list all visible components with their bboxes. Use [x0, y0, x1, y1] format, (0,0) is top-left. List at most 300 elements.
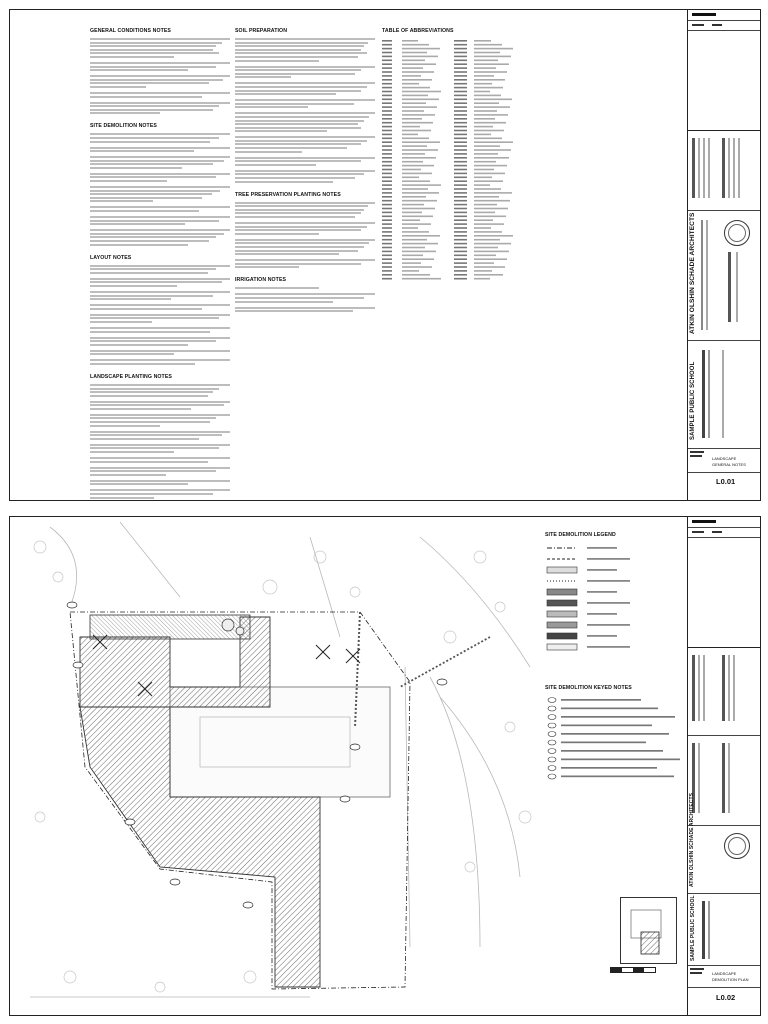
abbreviation-meaning [402, 52, 427, 54]
abbreviation-meaning [474, 149, 511, 151]
abbreviation-meaning [474, 188, 501, 190]
abbreviation-meaning [474, 157, 509, 159]
abbreviation-code [382, 243, 392, 245]
abbreviation-meaning [402, 161, 423, 163]
abbreviation-meaning [402, 165, 434, 167]
landscape-planting-text [90, 384, 230, 499]
abbreviation-code [454, 247, 467, 249]
abbreviation-code [382, 173, 392, 175]
abbreviation-code [454, 200, 467, 202]
abbreviation-meaning [474, 192, 512, 194]
abbreviation-meaning [474, 258, 507, 260]
abbreviation-code [454, 153, 467, 155]
abbreviation-meaning [402, 270, 419, 272]
abbreviation-code [382, 79, 392, 81]
abbreviation-meaning [474, 216, 506, 218]
abbreviation-meaning [474, 67, 496, 69]
abbreviation-code [454, 145, 467, 147]
abbreviation-code [454, 266, 467, 268]
abbreviation-meaning [402, 243, 438, 245]
abbreviation-code [382, 149, 392, 151]
abbreviation-code [454, 60, 467, 62]
abbreviation-code [382, 110, 392, 112]
demolition-legend [545, 532, 685, 667]
abbreviation-code [382, 216, 392, 218]
abbreviation-meaning [474, 251, 509, 253]
abbreviation-meaning [402, 231, 429, 233]
abbreviation-code [454, 223, 467, 225]
section-title: TABLE OF ABBREVIATIONS [382, 28, 454, 34]
section-title: LAYOUT NOTES [90, 254, 132, 261]
abbreviation-code [382, 274, 392, 276]
keyed-note-marker [548, 732, 556, 737]
abbreviation-meaning [402, 255, 423, 257]
abbreviation-code [454, 192, 467, 194]
abbreviation-code [454, 180, 467, 182]
section-title: GENERAL CONDITIONS NOTES [90, 28, 171, 34]
abbreviation-meaning [474, 87, 503, 89]
legend-items [545, 542, 685, 662]
abbreviation-code [382, 141, 392, 143]
abbreviation-code [454, 149, 467, 151]
abbreviation-meaning [402, 126, 420, 128]
abbreviation-code [454, 251, 467, 253]
abbreviation-code [454, 52, 467, 54]
abbreviation-meaning [402, 180, 430, 182]
abbreviation-meaning [474, 40, 491, 42]
abbreviation-code [382, 177, 392, 179]
abbreviation-meaning [474, 165, 507, 167]
abbreviation-meaning [402, 204, 424, 206]
keyed-note-text [561, 699, 641, 701]
abbreviation-code [454, 258, 467, 260]
abbreviation-meaning [402, 173, 432, 175]
abbreviation-code [454, 138, 467, 140]
abbreviation-code [454, 219, 467, 221]
keyed-note-marker [548, 740, 556, 745]
title-block [687, 10, 760, 500]
abbreviation-code [454, 169, 467, 171]
abbreviation-meaning [474, 200, 510, 202]
abbreviation-meaning [474, 118, 495, 120]
abbreviation-code [382, 48, 392, 50]
legend-symbol [547, 589, 577, 595]
abbreviation-meaning [474, 56, 511, 58]
abbreviation-code [454, 134, 467, 136]
abbreviation-code [382, 40, 392, 42]
keyed-note-marker [548, 766, 556, 771]
abbreviation-meaning [402, 40, 418, 42]
abbreviation-code [382, 134, 392, 136]
abbreviation-code [454, 184, 467, 186]
abbreviation-code [382, 75, 392, 77]
abbreviation-meaning [474, 208, 508, 210]
abbreviation-code [382, 223, 392, 225]
keyed-note-marker [548, 757, 556, 762]
legend-symbol [547, 633, 577, 639]
notes-column-1 [90, 28, 230, 500]
abbreviation-code [454, 173, 467, 175]
abbreviation-code [382, 145, 392, 147]
abbreviation-meaning [474, 83, 492, 85]
abbreviation-code [454, 196, 467, 198]
abbreviation-code [382, 83, 392, 85]
abbreviation-code [454, 44, 467, 46]
abbreviation-meaning [402, 118, 422, 120]
abbreviation-code [382, 56, 392, 58]
abbreviation-code [454, 270, 467, 272]
section-title: LANDSCAPE PLANTING NOTES [90, 373, 172, 380]
abbreviation-code [382, 118, 392, 120]
abbreviation-code [382, 52, 392, 54]
legend-label [587, 613, 617, 615]
abbreviation-code [382, 60, 392, 62]
abbreviation-meaning [402, 219, 420, 221]
abbreviation-code [454, 208, 467, 210]
abbreviation-meaning [402, 184, 441, 186]
abbreviation-code [382, 165, 392, 167]
abbreviation-meaning [402, 208, 435, 210]
abbreviation-meaning [402, 130, 431, 132]
abbreviation-meaning [402, 266, 432, 268]
abbreviation-code [382, 247, 392, 249]
abbreviation-meaning [402, 79, 432, 81]
keyed-notes-list [545, 695, 685, 785]
abbreviation-code [382, 270, 392, 272]
sheet-info [688, 965, 760, 1015]
abbreviation-meaning [474, 102, 499, 104]
abbreviation-meaning [402, 274, 430, 276]
abbreviation-meaning [402, 95, 428, 97]
abbreviation-code [382, 266, 392, 268]
abbreviation-code [382, 122, 392, 124]
abbreviation-code [382, 91, 392, 93]
abbreviation-meaning [474, 247, 498, 249]
abbreviation-code [382, 130, 392, 132]
legend-title: SITE DEMOLITION LEGEND [545, 532, 616, 538]
abbreviation-code [382, 188, 392, 190]
abbreviation-code [454, 83, 467, 85]
abbreviation-code [454, 157, 467, 159]
abbreviation-code [382, 196, 392, 198]
legend-symbol [547, 622, 577, 628]
abbreviation-meaning [474, 91, 490, 93]
revision-area [688, 30, 760, 131]
abbreviation-code [382, 99, 392, 101]
abbreviation-code [382, 278, 392, 280]
abbreviation-meaning [474, 196, 499, 198]
abbreviation-code [382, 235, 392, 237]
abbreviation-code [454, 114, 467, 116]
legend-label [587, 547, 617, 549]
abbreviation-meaning [402, 212, 422, 214]
abbreviation-meaning [474, 126, 493, 128]
site-demolition-plan-drawing [10, 517, 550, 1015]
abbreviation-code [454, 122, 467, 124]
abbreviation-meaning [402, 67, 423, 69]
abbreviation-meaning [474, 161, 496, 163]
abbreviation-meaning [474, 48, 513, 50]
abbreviation-meaning [402, 110, 424, 112]
keyed-note-text [561, 716, 675, 718]
abbreviation-code [454, 75, 467, 77]
abbreviation-code [454, 235, 467, 237]
abbreviation-meaning [474, 106, 510, 108]
abbreviation-meaning [402, 149, 438, 151]
abbreviation-meaning [402, 153, 425, 155]
abbreviation-meaning [402, 56, 438, 58]
abbreviation-code [454, 95, 467, 97]
abbreviation-meaning [402, 63, 436, 65]
legend-symbol [547, 611, 577, 617]
abbreviation-meaning [474, 110, 497, 112]
abbreviation-meaning [402, 227, 418, 229]
abbreviation-meaning [474, 114, 508, 116]
abbreviation-code [382, 231, 392, 233]
sheet-number: L0.02 [716, 993, 736, 1002]
abbreviation-code [382, 153, 392, 155]
abbreviation-meaning [474, 75, 494, 77]
abbreviation-code [454, 255, 467, 257]
abbreviation-code [454, 87, 467, 89]
abbreviations-column [382, 28, 522, 293]
sheet-demolition-plan [9, 516, 761, 1016]
tree-preservation-text [235, 202, 375, 269]
keyed-note-text [561, 742, 646, 744]
abbreviation-code [454, 99, 467, 101]
abbreviation-code [382, 258, 392, 260]
abbreviation-code [382, 180, 392, 182]
abbreviation-code [454, 278, 467, 280]
abbreviation-code [454, 63, 467, 65]
abbreviation-meaning [402, 262, 421, 264]
project-block [688, 340, 760, 449]
abbreviation-code [454, 71, 467, 73]
abbreviation-meaning [402, 258, 434, 260]
abbreviation-meaning [474, 212, 495, 214]
abbreviation-meaning [474, 219, 493, 221]
abbreviation-meaning [474, 134, 491, 136]
abbreviation-meaning [474, 223, 504, 225]
abbreviation-meaning [474, 153, 498, 155]
keyed-note-marker [548, 715, 556, 720]
project-block [688, 893, 760, 966]
section-title: SITE DEMOLITION NOTES [90, 123, 157, 130]
abbreviation-code [382, 169, 392, 171]
abbreviation-meaning [474, 44, 502, 46]
abbreviation-code [454, 231, 467, 233]
legend-label [587, 602, 630, 604]
abbreviation-code [454, 91, 467, 93]
abbreviation-code [454, 239, 467, 241]
project-name: SAMPLE PUBLIC SCHOOL [690, 361, 696, 440]
abbreviation-meaning [474, 239, 500, 241]
abbreviation-code [382, 219, 392, 221]
general-conditions-text [90, 38, 230, 114]
keyed-note-text [561, 733, 669, 735]
abbreviation-code [454, 262, 467, 264]
abbreviation-meaning [402, 216, 433, 218]
abbreviation-code [454, 130, 467, 132]
abbreviation-meaning [474, 270, 492, 272]
abbreviation-meaning [474, 262, 494, 264]
keyed-note-marker [548, 698, 556, 703]
keyed-note-text [561, 750, 663, 752]
abbreviation-meaning [474, 130, 504, 132]
abbreviation-code [454, 216, 467, 218]
abbreviation-code [454, 102, 467, 104]
abbreviation-meaning [402, 177, 419, 179]
keyed-note-marker [548, 774, 556, 779]
abbreviation-meaning [474, 138, 502, 140]
keyed-note-text [561, 759, 680, 761]
abbreviation-meaning [402, 44, 429, 46]
abbreviation-meaning [402, 223, 431, 225]
consultant-block [688, 130, 760, 211]
site-demolition-text [90, 133, 230, 245]
revision-area [688, 537, 760, 648]
section-title: TREE PRESERVATION PLANTING NOTES [235, 191, 341, 198]
legend-symbol [547, 644, 577, 650]
legend-symbol [547, 567, 577, 573]
abbreviation-meaning [474, 63, 509, 65]
abbreviation-meaning [402, 83, 419, 85]
architect-seal [724, 220, 750, 246]
abbreviation-meaning [474, 52, 500, 54]
abbreviation-meaning [474, 177, 492, 179]
abbreviation-code [454, 188, 467, 190]
abbreviation-code [454, 126, 467, 128]
abbreviation-meaning [402, 75, 421, 77]
abbreviation-code [382, 208, 392, 210]
firm-name: ATKIN OLSHIN SCHADE ARCHITECTS [689, 212, 696, 334]
abbreviation-meaning [474, 180, 503, 182]
abbreviation-code [454, 161, 467, 163]
sheet-title-line-2: DEMOLITION PLAN [712, 977, 749, 982]
abbreviation-meaning [402, 235, 440, 237]
abbreviation-code [382, 71, 392, 73]
abbreviation-meaning [402, 122, 433, 124]
abbreviation-meaning [402, 200, 437, 202]
abbreviation-meaning [402, 102, 426, 104]
abbreviation-code [382, 95, 392, 97]
abbreviation-code [382, 63, 392, 65]
abbreviation-code [382, 184, 392, 186]
abbreviation-meaning [474, 227, 491, 229]
abbreviation-code [454, 212, 467, 214]
legend-label [587, 580, 630, 582]
keyed-note-text [561, 776, 674, 778]
firm-block [688, 210, 760, 341]
abbreviation-code [382, 157, 392, 159]
abbreviation-meaning [474, 204, 497, 206]
legend-label [587, 635, 617, 637]
abbreviation-meaning [474, 243, 511, 245]
abbreviation-code [382, 87, 392, 89]
abbreviation-code [382, 106, 392, 108]
abbreviation-code [454, 165, 467, 167]
legend-label [587, 558, 630, 560]
abbreviation-code [454, 79, 467, 81]
abbreviation-code [454, 227, 467, 229]
abbreviation-code [382, 138, 392, 140]
abbreviation-code [382, 102, 392, 104]
abbreviation-meaning [474, 141, 513, 143]
abbreviation-code [454, 56, 467, 58]
abbreviation-meaning [474, 235, 513, 237]
legend-label [587, 646, 630, 648]
abbreviation-code [454, 141, 467, 143]
abbreviation-meaning [474, 71, 507, 73]
sheet-general-notes [9, 9, 761, 501]
abbreviation-meaning [402, 251, 436, 253]
legend-label [587, 591, 617, 593]
keyed-note-marker [548, 749, 556, 754]
notes-column-2 [235, 28, 375, 314]
abbreviation-meaning [474, 169, 494, 171]
abbreviation-meaning [474, 95, 501, 97]
abbreviation-meaning [402, 114, 435, 116]
abbreviation-meaning [402, 188, 428, 190]
abbreviation-code [454, 177, 467, 179]
abbreviation-meaning [474, 231, 502, 233]
abbreviation-meaning [402, 48, 440, 50]
abbreviation-code [382, 126, 392, 128]
abbreviation-code [454, 48, 467, 50]
legend-label [587, 624, 630, 626]
scale-bar [610, 967, 656, 973]
title-block [687, 517, 760, 1015]
project-name: SAMPLE PUBLIC SCHOOL [690, 895, 696, 961]
abbreviation-code [382, 161, 392, 163]
abbreviation-code [382, 204, 392, 206]
demolition-keyed-notes [545, 685, 685, 790]
keyed-notes-title: SITE DEMOLITION KEYED NOTES [545, 685, 632, 691]
section-title: IRRIGATION NOTES [235, 277, 287, 284]
abbreviation-meaning [474, 255, 496, 257]
abbreviation-meaning [474, 184, 490, 186]
abbreviation-code [454, 243, 467, 245]
abbreviation-meaning [402, 192, 439, 194]
keyed-note-marker [548, 723, 556, 728]
abbreviation-meaning [402, 145, 427, 147]
firm-name: ATKIN OLSHIN SCHADE ARCHITECTS [689, 792, 695, 887]
abbreviation-code [382, 262, 392, 264]
abbreviation-code [454, 118, 467, 120]
abbreviation-meaning [402, 247, 425, 249]
abbreviation-meaning [474, 79, 505, 81]
abbreviation-code [454, 106, 467, 108]
firm-block [688, 792, 760, 894]
abbreviation-code [382, 239, 392, 241]
abbreviation-meaning [474, 122, 506, 124]
abbreviation-meaning [474, 145, 500, 147]
legend-label [587, 569, 617, 571]
abbreviation-meaning [402, 157, 436, 159]
sheet-info [688, 448, 760, 500]
soil-preparation-text [235, 38, 375, 183]
key-plan [620, 897, 677, 964]
abbreviation-code [382, 192, 392, 194]
abbreviation-code [454, 40, 467, 42]
sheet-number: L0.01 [716, 477, 736, 486]
abbreviation-meaning [402, 239, 427, 241]
abbreviations-table [382, 38, 522, 288]
abbreviation-meaning [474, 173, 505, 175]
abbreviation-code [382, 255, 392, 257]
sheet-title-line-1: LANDSCAPE [712, 456, 737, 461]
keyed-note-text [561, 767, 657, 769]
